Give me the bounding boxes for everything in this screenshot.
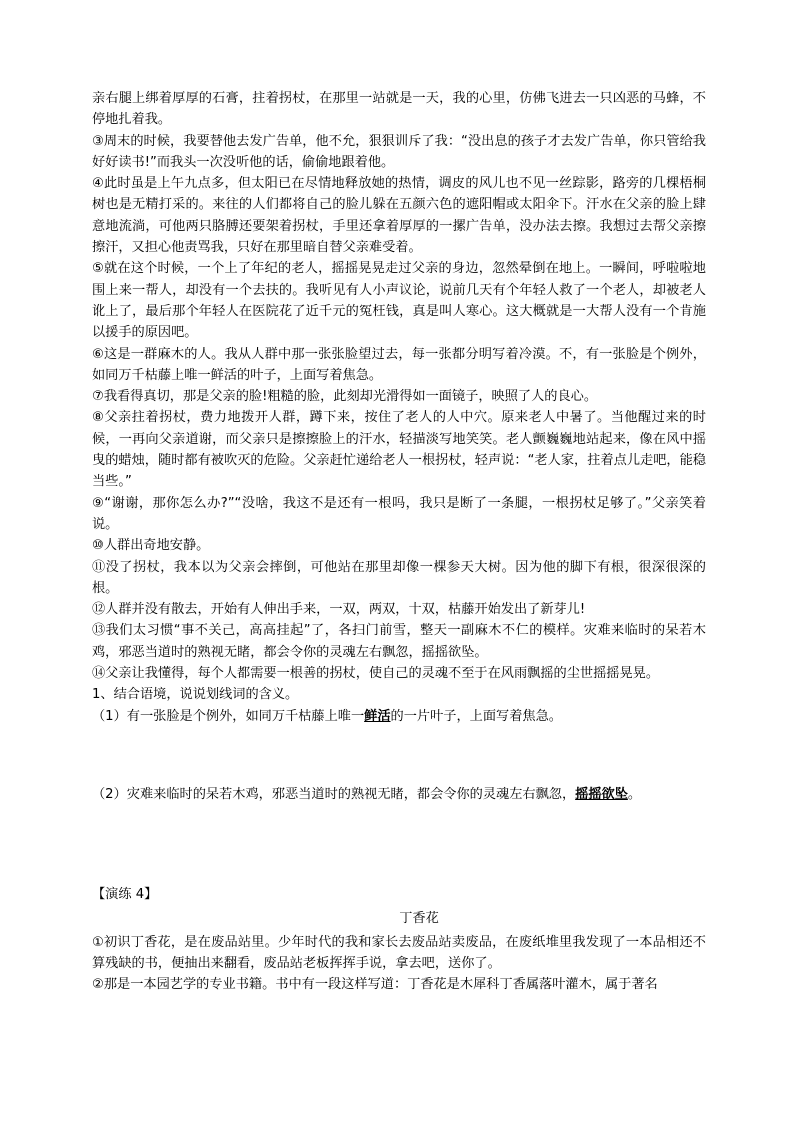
paragraph-14: ⑭父亲让我懂得，每个人都需要一根善的拐杖，使自己的灵魂不至于在风雨飘摇的尘世摇摇晃晃。 [92, 666, 660, 682]
paragraph-12: ⑫人群并没有散去，开始有人伸出手来，一双，两双，十双，枯藤开始发出了新芽儿! [92, 602, 586, 618]
question-item-1 [92, 706, 706, 727]
paragraph-1: 亲右腿上绑着厚厚的石膏，拄着拐杖，在那里一站就是一天，我的心里，仿佛飞进去一只凶恶的马蜂，不停地扎着我。 [92, 91, 706, 128]
paragraph-10: ⑩人群出奇地安静。 [92, 538, 210, 554]
question-heading: 1、结合语境，说说划线词的含义。 [92, 687, 299, 703]
document-content [92, 88, 706, 995]
paragraph-7: ⑦我看得真切，那是父亲的脸!粗糙的脸，此刻却光滑得如一面镜子，映照了人的良心。 [92, 389, 598, 405]
paragraph-5: ⑤就在这个时候，一个上了年纪的老人，摇摇晃晃走过父亲的身边，忽然晕倒在地上。一瞬间，呼啦啦地围上来一帮人，却没有一个去扶的。我听见有人小声议论，说前几天有个年轻人救了一个老人，却被老人讹上了，最后那个年轻人在医院花了近千元的冤枉钱，真是叫人寒心。这大概就是一大帮人没有一个肯施以援手的原因吧。 [92, 261, 706, 341]
paragraph-3: ③周末的时候，我要替他去发广告单，他不允，狠狠训斥了我：“没出息的孩子才去发广告单，你只管给我好好读书!”而我头一次没听他的话，偷偷地跟着他。 [92, 133, 706, 170]
exercise-paragraph-2: ②那是一本园艺学的专业书籍。书中有一段这样写道：丁香花是木犀科丁香属落叶灌木，属于著名 [92, 977, 658, 993]
question-item-1-after: 的一片叶子，上面写着焦急。 [390, 708, 562, 724]
paragraph-6: ⑥这是一群麻木的人。我从人群中那一张张脸望过去，每一张都分明写着冷漠。不，有一张脸是个例外，如同万千枯藤上唯一鲜活的叶子，上面写着焦急。 [92, 346, 706, 383]
question-item-2 [92, 784, 706, 805]
answer-space-1 [92, 727, 706, 784]
exercise-paragraph-1: ①初识丁香花，是在废品站里。少年时代的我和家长去废品站卖废品，在废纸堆里我发现了一本品相还不算残缺的书，便抽出来翻看，废品站老板挥挥手说，拿去吧，送你了。 [92, 934, 706, 971]
question-item-1-before: （1）有一张脸是个例外，如同万千枯藤上唯一 [92, 708, 365, 724]
answer-space-2 [92, 805, 706, 884]
underlined-word-2: 摇摇欲坠 [575, 786, 628, 802]
exercise-label: 【演练 4】 [92, 887, 158, 903]
paragraph-9: ⑨“谢谢，那你怎么办?”“没啥，我这不是还有一根吗，我只是断了一条腿，一根拐杖足够了。”父亲笑着说。 [92, 495, 706, 532]
paragraph-4: ④此时虽是上午九点多，但太阳已在尽情地释放她的热情，调皮的风儿也不见一丝踪影，路旁的几棵梧桐树也是无精打采的。来往的人们都将自己的脸儿躲在五颜六色的遮阳帽或太阳伞下。汗水在父亲的脸上肆意地流淌，可他两只胳膊还要架着拐杖，手里还拿着厚厚的一摞广告单，没办法去擦。我想过去帮父亲擦擦汗，又担心他责骂我，只好在那里暗自替父亲难受着。 [92, 176, 706, 256]
question-item-2-before: （2）灾难来临时的呆若木鸡，邪恶当道时的熟视无睹，都会令你的灵魂左右飘忽， [92, 786, 576, 802]
paragraph-13: ⑬我们太习惯“事不关己，高高挂起”了，各扫门前雪，整天一副麻木不仁的模样。灾难来临时的呆若木鸡，邪恶当道时的熟视无睹，都会令你的灵魂左右飘忽，摇摇欲坠。 [92, 623, 706, 660]
question-item-2-after: 。 [627, 786, 642, 802]
paragraph-11: ⑪没了拐杖，我本以为父亲会摔倒，可他站在那里却像一棵参天大树。因为他的脚下有根，很深很深的根。 [92, 559, 706, 596]
underlined-word-1: 鲜活 [364, 708, 391, 724]
paragraph-8: ⑧父亲拄着拐杖，费力地拨开人群，蹲下来，按住了老人的人中穴。原来老人中暑了。当他醒过来的时候，一再向父亲道谢，而父亲只是擦擦脸上的汗水，轻描淡写地笑笑。老人颤巍巍地站起来，像在风中摇曳的蜡烛，随时都有被吹灭的危险。父亲赶忙递给老人一根拐杖，轻声说：“老人家，拄着点儿走吧，能稳当些。” [92, 410, 706, 490]
exercise-title: 丁香花 [399, 910, 439, 926]
